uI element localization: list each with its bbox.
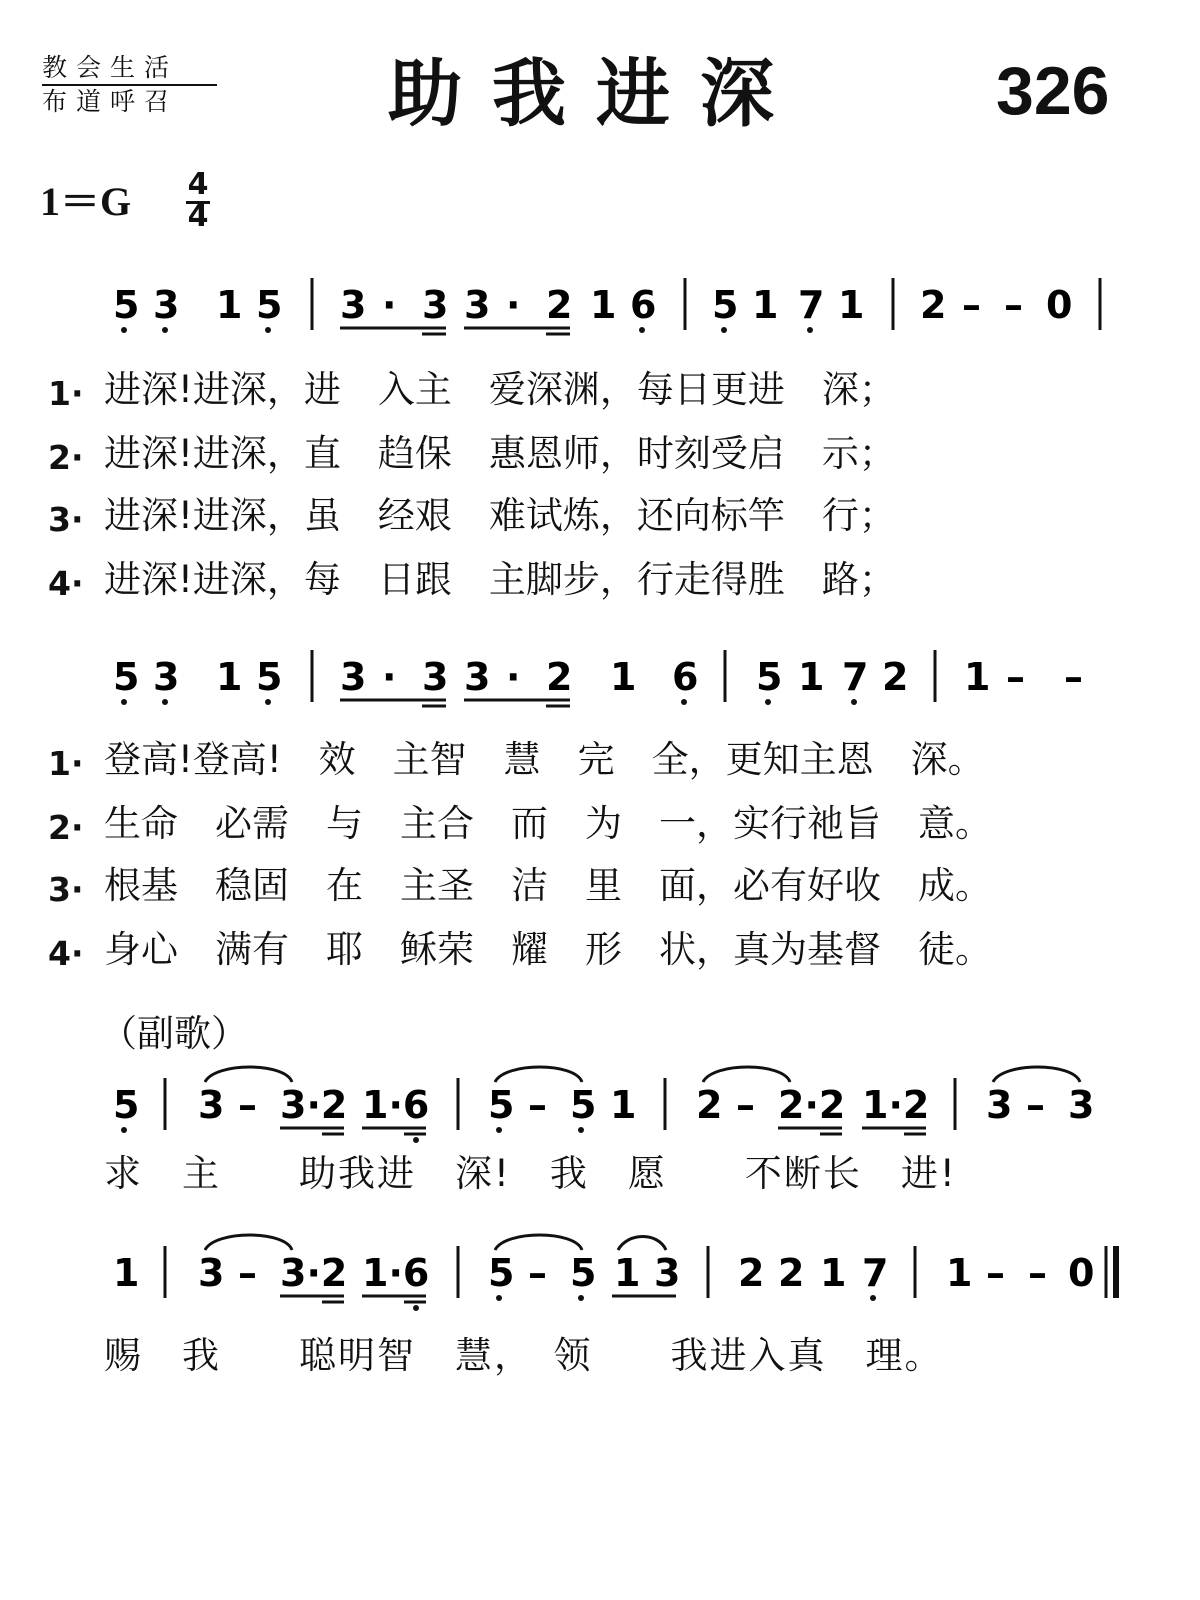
verse-number: 3· xyxy=(48,870,84,909)
notation-chorus-2 xyxy=(113,1235,1116,1311)
svg-text:5: 5 xyxy=(488,1083,515,1127)
notation-text-2: 5 3 1 5 | 3·3 3·2 1 6 | 5 1 7 2 | 1 – – xyxy=(195,1560,372,1570)
svg-text:3: 3 xyxy=(1068,1083,1095,1127)
svg-text:–: – xyxy=(528,1083,547,1127)
svg-text:–: – xyxy=(1004,283,1023,327)
category-line-1: 教会生活 xyxy=(42,53,179,82)
svg-text:1·2: 1·2 xyxy=(862,1083,930,1127)
notation-text-4: 1 | 3 – 3·2 1·6 | 5 – 5 1 3 | 2 2 1 7 | 1 – – 0 ‖ xyxy=(585,1560,803,1570)
svg-text:3·2: 3·2 xyxy=(280,1251,348,1295)
svg-text:5: 5 xyxy=(570,1083,597,1127)
svg-text:3: 3 xyxy=(340,283,367,327)
svg-text:5: 5 xyxy=(756,655,783,699)
svg-text:3: 3 xyxy=(464,655,491,699)
notation-chorus-1 xyxy=(113,1067,1094,1143)
verse-number: 1· xyxy=(48,374,84,413)
verse-number: 4· xyxy=(48,564,84,603)
svg-text:3: 3 xyxy=(198,1083,225,1127)
chorus-label: （副歌） xyxy=(100,1012,248,1055)
verse-lyric: 进深!进深，进 入主 爱深渊，每日更进 深； xyxy=(104,368,896,411)
svg-text:3: 3 xyxy=(153,283,180,327)
svg-text:1: 1 xyxy=(820,1251,847,1295)
time-signature-top: 4 xyxy=(187,167,209,202)
svg-text:5: 5 xyxy=(256,283,283,327)
svg-text:2: 2 xyxy=(696,1083,723,1127)
notation-summary xyxy=(0,1560,1200,1590)
svg-text:1: 1 xyxy=(113,1251,140,1295)
svg-text:3: 3 xyxy=(340,655,367,699)
chorus-lyric-2: 赐 我 聪明智 慧， 领 我进入真 理。 xyxy=(104,1334,944,1377)
key-signature: 1＝G xyxy=(40,179,132,224)
svg-text:5: 5 xyxy=(113,655,140,699)
svg-text:5: 5 xyxy=(488,1251,515,1295)
svg-text:5: 5 xyxy=(256,655,283,699)
svg-text:–: – xyxy=(736,1083,755,1127)
notation-line-2 xyxy=(113,650,1083,706)
svg-text:1: 1 xyxy=(610,655,637,699)
svg-text:2: 2 xyxy=(882,655,909,699)
verse-number: 3· xyxy=(48,500,84,539)
category-line-2: 布道呼召 xyxy=(42,87,179,116)
svg-text:2·2: 2·2 xyxy=(778,1083,846,1127)
svg-text:6: 6 xyxy=(672,655,699,699)
svg-text:3: 3 xyxy=(422,283,449,327)
svg-text:–: – xyxy=(238,1083,257,1127)
verse-lyric: 登高!登高! 效 主智 慧 完 全，更知主恩 深。 xyxy=(104,738,985,781)
svg-text:1: 1 xyxy=(798,655,825,699)
notation-line-1 xyxy=(113,278,1100,334)
verse-number: 2· xyxy=(48,808,84,847)
svg-text:–: – xyxy=(1028,1251,1047,1295)
svg-text:6: 6 xyxy=(630,283,657,327)
svg-text:–: – xyxy=(1006,655,1025,699)
svg-text:–: – xyxy=(1026,1083,1045,1127)
svg-text:1: 1 xyxy=(216,283,243,327)
svg-text:3: 3 xyxy=(654,1251,681,1295)
svg-text:1: 1 xyxy=(610,1083,637,1127)
svg-text:1: 1 xyxy=(614,1251,641,1295)
svg-text:1: 1 xyxy=(946,1251,973,1295)
svg-text:–: – xyxy=(962,283,981,327)
svg-text:·: · xyxy=(506,283,521,327)
svg-text:3·2: 3·2 xyxy=(280,1083,348,1127)
svg-text:·: · xyxy=(382,655,397,699)
svg-text:5: 5 xyxy=(113,1083,140,1127)
svg-text:1: 1 xyxy=(752,283,779,327)
hymn-title: 助我进深 xyxy=(388,51,804,137)
svg-text:2: 2 xyxy=(920,283,947,327)
hymn-number: 326 xyxy=(996,53,1110,129)
svg-text:7: 7 xyxy=(862,1251,889,1295)
svg-text:0: 0 xyxy=(1068,1251,1095,1295)
verse-lyric: 根基 稳固 在 主圣 洁 里 面，必有好收 成。 xyxy=(104,864,992,907)
svg-text:3: 3 xyxy=(153,655,180,699)
verse-lyric: 进深!进深，每 日跟 主脚步，行走得胜 路； xyxy=(104,558,896,601)
svg-text:5: 5 xyxy=(712,283,739,327)
svg-text:2: 2 xyxy=(546,655,573,699)
svg-text:0: 0 xyxy=(1046,283,1073,327)
svg-text:2: 2 xyxy=(778,1251,805,1295)
svg-text:·: · xyxy=(506,655,521,699)
svg-text:1·6: 1·6 xyxy=(362,1251,430,1295)
svg-text:3: 3 xyxy=(464,283,491,327)
svg-text:5: 5 xyxy=(570,1251,597,1295)
svg-text:3: 3 xyxy=(422,655,449,699)
svg-text:7: 7 xyxy=(842,655,869,699)
svg-text:–: – xyxy=(238,1251,257,1295)
verse-number: 1· xyxy=(48,744,84,783)
svg-text:1: 1 xyxy=(216,655,243,699)
verse-lyric: 生命 必需 与 主合 而 为 一，实行祂旨 意。 xyxy=(104,802,992,845)
svg-text:·: · xyxy=(382,283,397,327)
verse-lyric: 进深!进深，虽 经艰 难试炼，还向标竿 行； xyxy=(104,494,896,537)
svg-text:3: 3 xyxy=(986,1083,1013,1127)
svg-text:7: 7 xyxy=(798,283,825,327)
verse-lyric: 身心 满有 耶 稣荣 耀 形 状，真为基督 徒。 xyxy=(104,928,992,971)
chorus-lyric-1: 求 主 助我进 深! 我 愿 不断长 进! xyxy=(104,1152,957,1195)
svg-text:1: 1 xyxy=(590,283,617,327)
notation-text-3: 5 | 3 – 3·2 1·6 | 5 – 5 1 | 2 – 2·2 1·2 | 3 – 3 xyxy=(374,1560,583,1570)
notation-text-1: 5 3 1 5 | 3·3 3·2 1 6 | 5 1 7 1 | 2 – – 0 | xyxy=(0,1560,193,1570)
svg-text:5: 5 xyxy=(113,283,140,327)
svg-text:–: – xyxy=(1064,655,1083,699)
svg-text:1·6: 1·6 xyxy=(362,1083,430,1127)
svg-text:–: – xyxy=(986,1251,1005,1295)
time-signature-bottom: 4 xyxy=(187,199,209,234)
verse-number: 2· xyxy=(48,438,84,477)
verse-lyric: 进深!进深，直 趋保 惠恩师，时刻受启 示； xyxy=(104,432,896,475)
verse-number: 4· xyxy=(48,934,84,973)
svg-text:1: 1 xyxy=(838,283,865,327)
svg-text:3: 3 xyxy=(198,1251,225,1295)
svg-text:2: 2 xyxy=(546,283,573,327)
svg-text:–: – xyxy=(528,1251,547,1295)
svg-text:1: 1 xyxy=(964,655,991,699)
svg-text:2: 2 xyxy=(738,1251,765,1295)
